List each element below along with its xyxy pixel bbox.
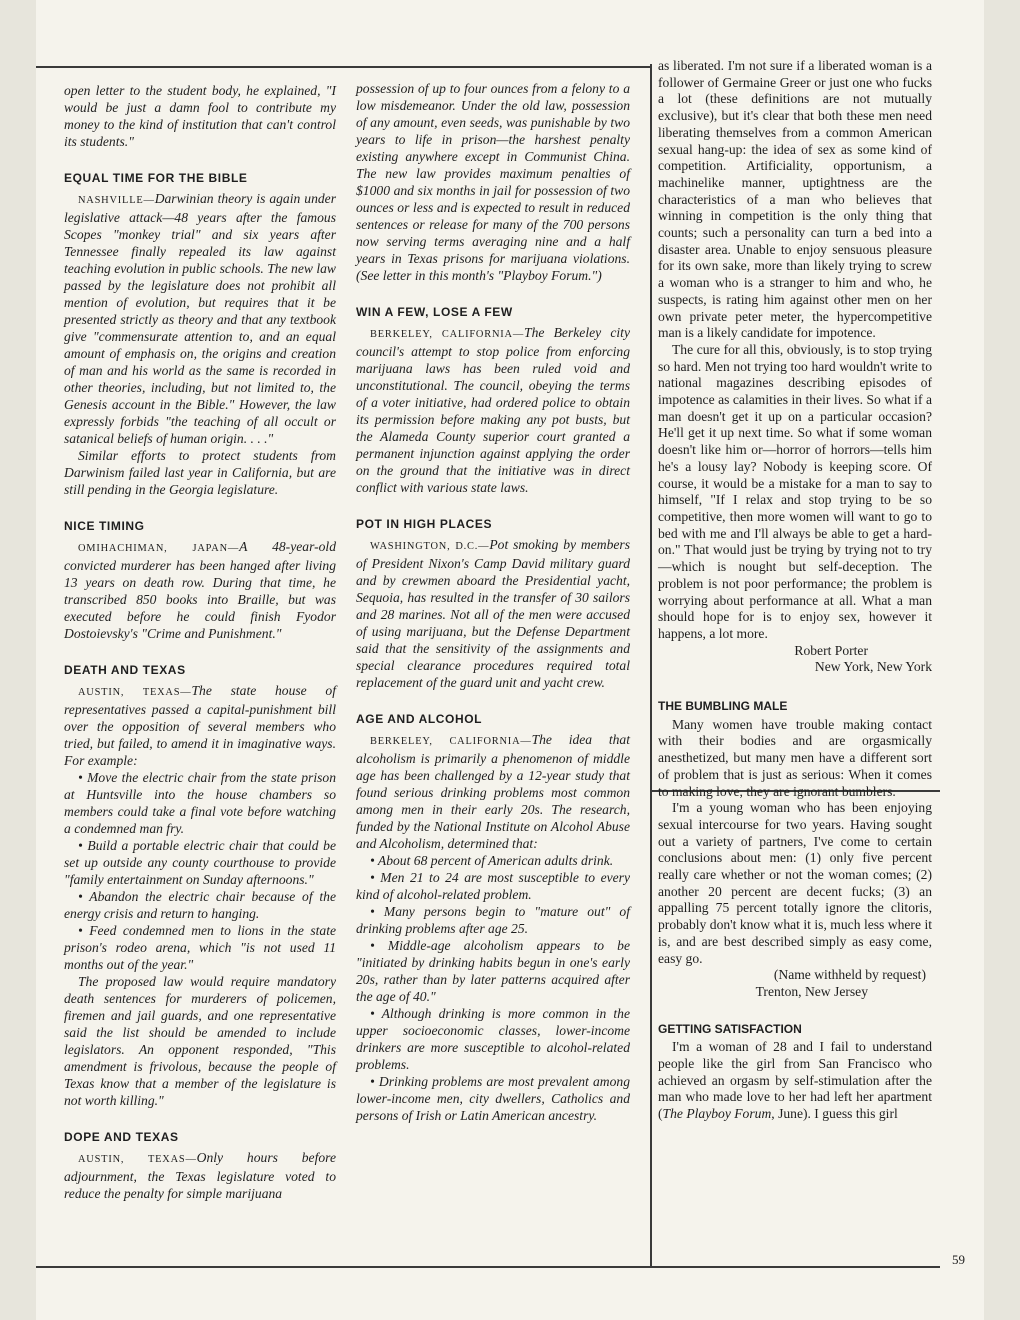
letter-paragraph: as liberated. I'm not sure if a liberated woman is a follower of Germaine Greer or just one who fucks a lot (these definitions are not mutually exclusive), but it's clear that both these men need liberating themselves from a common American sexual hang-up: the idea of sex as some kind of competition. Artificiality, opportunism, a machinelike manner, uptightness are the characteristics of a man who believes that winning in competition is the only thing that counts; such a personality can turn a bed into a disaster area. Unable to enjoy sensuous pleasure for its own sake, more than likely trying to screw a woman who is a stranger to him and who, he suspects, is rating him against other men on her own private peter meter, the hypercompetitive man is a likely candidate for impotence. (658, 58, 932, 341)
letter-text: I'm a woman of 28 and I fail to understand people like the girl from San Francisco who achieved an orgasm by self-stimulation after the man who made love to her had left her apartment ( (658, 1039, 932, 1122)
dateline: NASHVILLE— (78, 195, 155, 206)
bullet-item: • Although drinking is more common in the upper socioeconomic classes, lower-income drinkers are more susceptible to alcohol-related problems. (356, 1006, 630, 1072)
section-heading: DEATH AND TEXAS (64, 663, 186, 677)
letter-paragraph: I'm a young woman who has been enjoying sexual intercourse for two years. Having sought out a variety of partners, I've come to certain conclusions about men: (1) only five percent really care whether or not the woman comes; (2) another 20 percent are decent fucks; (3) an appalling 75 percent totally ignore the clitoris, probably don't know what it is, much less where it is, and are best described simply as easy come, easy go. (658, 800, 932, 966)
news-paragraph (64, 682, 336, 769)
news-paragraph (64, 1149, 336, 1202)
page-number: 59 (952, 1252, 965, 1267)
news-text: The state house of representatives passed a capital-punishment bill over the opposition of several members who tried, but failed, to amend it in imaginative ways. For example: (64, 683, 336, 768)
section-heading: WIN A FEW, LOSE A FEW (356, 305, 513, 319)
top-rule (36, 66, 650, 68)
bullet-item: • Men 21 to 24 are most susceptible to every kind of alcohol-related problem. (356, 870, 630, 902)
news-paragraph: Similar efforts to protect students from Darwinism failed last year in California, but are still pending in the Georgia legislature. (64, 448, 336, 497)
magazine-title: The Playboy Forum (662, 1106, 772, 1122)
news-text: The idea that alcoholism is primarily a phenomenon of middle age has been challenged by a 12-year study that found serious drinking problems most common among men in their early 20s. The research, funded by the National Institute on Alcohol Abuse and Alcoholism, determined that: (356, 732, 630, 851)
news-paragraph (356, 536, 630, 691)
bullet-item: • Middle-age alcoholism appears to be "initiated by drinking habits begun in one's early 20s, rather than by later patterns acquired after the age of 40." (356, 938, 630, 1004)
news-paragraph (356, 731, 630, 852)
letter-paragraph: The cure for all this, obviously, is to stop trying so hard. Men not trying too hard wouldn't write to national magazines describing episodes of impotence as calamities in their lives. So what if a man doesn't get it up on a particular occasion? He'll get it up next time. So what if some woman doesn't like him or—horror of horrors—tells him he's a lousy lay? Nobody is keeping score. Of course, it would be a mistake for a man to say to himself, "If I relax and stop trying to be so competitive, then more women will want to go to bed with me and I'll always be able to get a hard-on." That would just be trying by trying not to try—which is nought but self-deception. The problem is not poor performance; the problem is worrying about performance at all. What a man should hope for is to enjoy sex, however it happens, a lot more. (658, 341, 932, 641)
letter-heading: THE BUMBLING MALE (658, 699, 788, 714)
letter-paragraph: Many women have trouble making contact with their bodies and are orgasmically anesthetized, but many men have a different sort of problem that is just as serious: When it comes to making love, they are ignorant bumblers. (658, 716, 932, 799)
signature-place: Trenton, New Jersey (755, 983, 868, 999)
news-text: A 48-year-old convicted murderer has been hanged after living 13 years on death row. During that time, he transcribed 850 books into Braille, but was executed before he could finish Fyodor Dostoievsky's "Crime and Punishment." (64, 539, 336, 641)
section-heading: DOPE AND TEXAS (64, 1130, 179, 1144)
letter-paragraph (658, 1039, 932, 1123)
dateline: BERKELEY, CALIFORNIA— (370, 329, 525, 340)
news-text: Only hours before adjournment, the Texas legislature voted to reduce the penalty for simple marijuana (64, 1150, 336, 1201)
bullet-item: • About 68 percent of American adults drink. (370, 853, 614, 868)
column-divider (650, 64, 652, 1268)
dateline: OMIHACHIMAN, JAPAN— (78, 543, 240, 554)
news-paragraph (64, 538, 336, 642)
bottom-rule (36, 1266, 940, 1268)
news-paragraph: The proposed law would require mandatory death sentences for murderers of policemen, firemen and jail guards, and one representative said the list should be amended to include legislators. An opponent responded, "This amendment is frivolous, because the people of Texas know that a member of the legislature is not worth killing." (64, 974, 336, 1108)
bullet-item: • Move the electric chair from the state prison at Huntsville into the house chambers so members could take a final vote before watching a condemned man fry. (64, 770, 336, 836)
bullet-item: • Build a portable electric chair that could be set up outside any county courthouse to provide "family entertainment on Sunday afternoons." (64, 838, 336, 887)
bullet-item: • Many persons begin to "mature out" of drinking problems after age 25. (356, 904, 630, 936)
dateline: WASHINGTON, D.C.— (370, 541, 490, 552)
bullet-item: • Feed condemned men to lions in the state prison's rodeo arena, which "is not used 11 months out of the year." (64, 923, 336, 972)
news-paragraph (64, 190, 336, 447)
intro-paragraph: open letter to the student body, he explained, "I would be just a damn fool to contribute my money to the kind of institution that can't control its students." (64, 83, 336, 149)
section-heading: POT IN HIGH PLACES (356, 517, 493, 531)
column-1 (64, 82, 336, 1202)
dateline: AUSTIN, TEXAS— (78, 1154, 197, 1165)
news-text: The Berkeley city council's attempt to stop police from enforcing marijuana laws has been ruled void and unconstitutional. The council, obeying the terms of a voter initiative, had ordered police to obtain its permission before making any pot busts, but the Alameda County superior court granted a permanent injunction against applying the order on the ground that the initiative was in direct conflict with various state laws. (356, 325, 630, 495)
signature-name: Robert Porter (794, 642, 868, 658)
bullet-item: • Drinking problems are most prevalent among lower-income men, city dwellers, Catholics and persons of Irish or Latin American ancestry. (356, 1074, 630, 1123)
signature-name: (Name withheld by request) (773, 967, 926, 983)
news-text: Pot smoking by members of President Nixon's Camp David military guard and by crewmen aboard the Presidential yacht, Sequoia, has resulted in the transfer of 30 sailors and 28 marines. Not all of the men were accused of using marijuana, but the Defense Department said that the sensitivity of the assignments and special clearance procedures required total replacement of the guard unit and yacht crew. (356, 537, 630, 690)
news-text: Darwinian theory is again under legislative attack—48 years after the famous Scopes "monkey trial" and six years after Tennessee finally repealed its law against teaching evolution in public schools. The new law passed by the legislature does not prohibit all mention of evolution, but requires that it be presented strictly as theory and that any textbook give "commensurate attention to, and an equal amount of emphasis on, the origins and creation of man and his world as the same is recorded in other theories, including, but not limited to, the Genesis account in the Bible." However, the law expressly forbids "the teaching of all occult or satanical beliefs of human origin. . . ." (64, 191, 336, 446)
letter-heading: GETTING SATISFACTION (658, 1021, 802, 1036)
dateline: AUSTIN, TEXAS— (78, 687, 192, 698)
news-paragraph (356, 324, 630, 496)
dateline: BERKELEY, CALIFORNIA— (370, 736, 532, 747)
section-heading: NICE TIMING (64, 519, 145, 533)
signature-place: New York, New York (814, 659, 932, 675)
letter-text: , June). I guess this girl (771, 1106, 898, 1122)
section-heading: EQUAL TIME FOR THE BIBLE (64, 171, 248, 185)
column-3 (658, 58, 932, 1123)
section-heading: AGE AND ALCOHOL (356, 712, 483, 726)
column-2 (356, 80, 630, 1124)
bullet-item: • Abandon the electric chair because of the energy crisis and return to hanging. (64, 889, 336, 921)
continued-paragraph: possession of up to four ounces from a felony to a low misdemeanor. Under the old law, possession of any amount, even seeds, was punishable by two years to life in prison—the harshest penalty existing anywhere except in Communist China. The new law provides maximum penalties of $1000 and six months in jail for possession of two ounces or less and is expected to result in reduced sentences or release for many of the 700 persons now serving terms averaging nine and a half years in Texas prisons for marijuana violations. (See letter in this month's "Playboy Forum.") (356, 81, 630, 283)
